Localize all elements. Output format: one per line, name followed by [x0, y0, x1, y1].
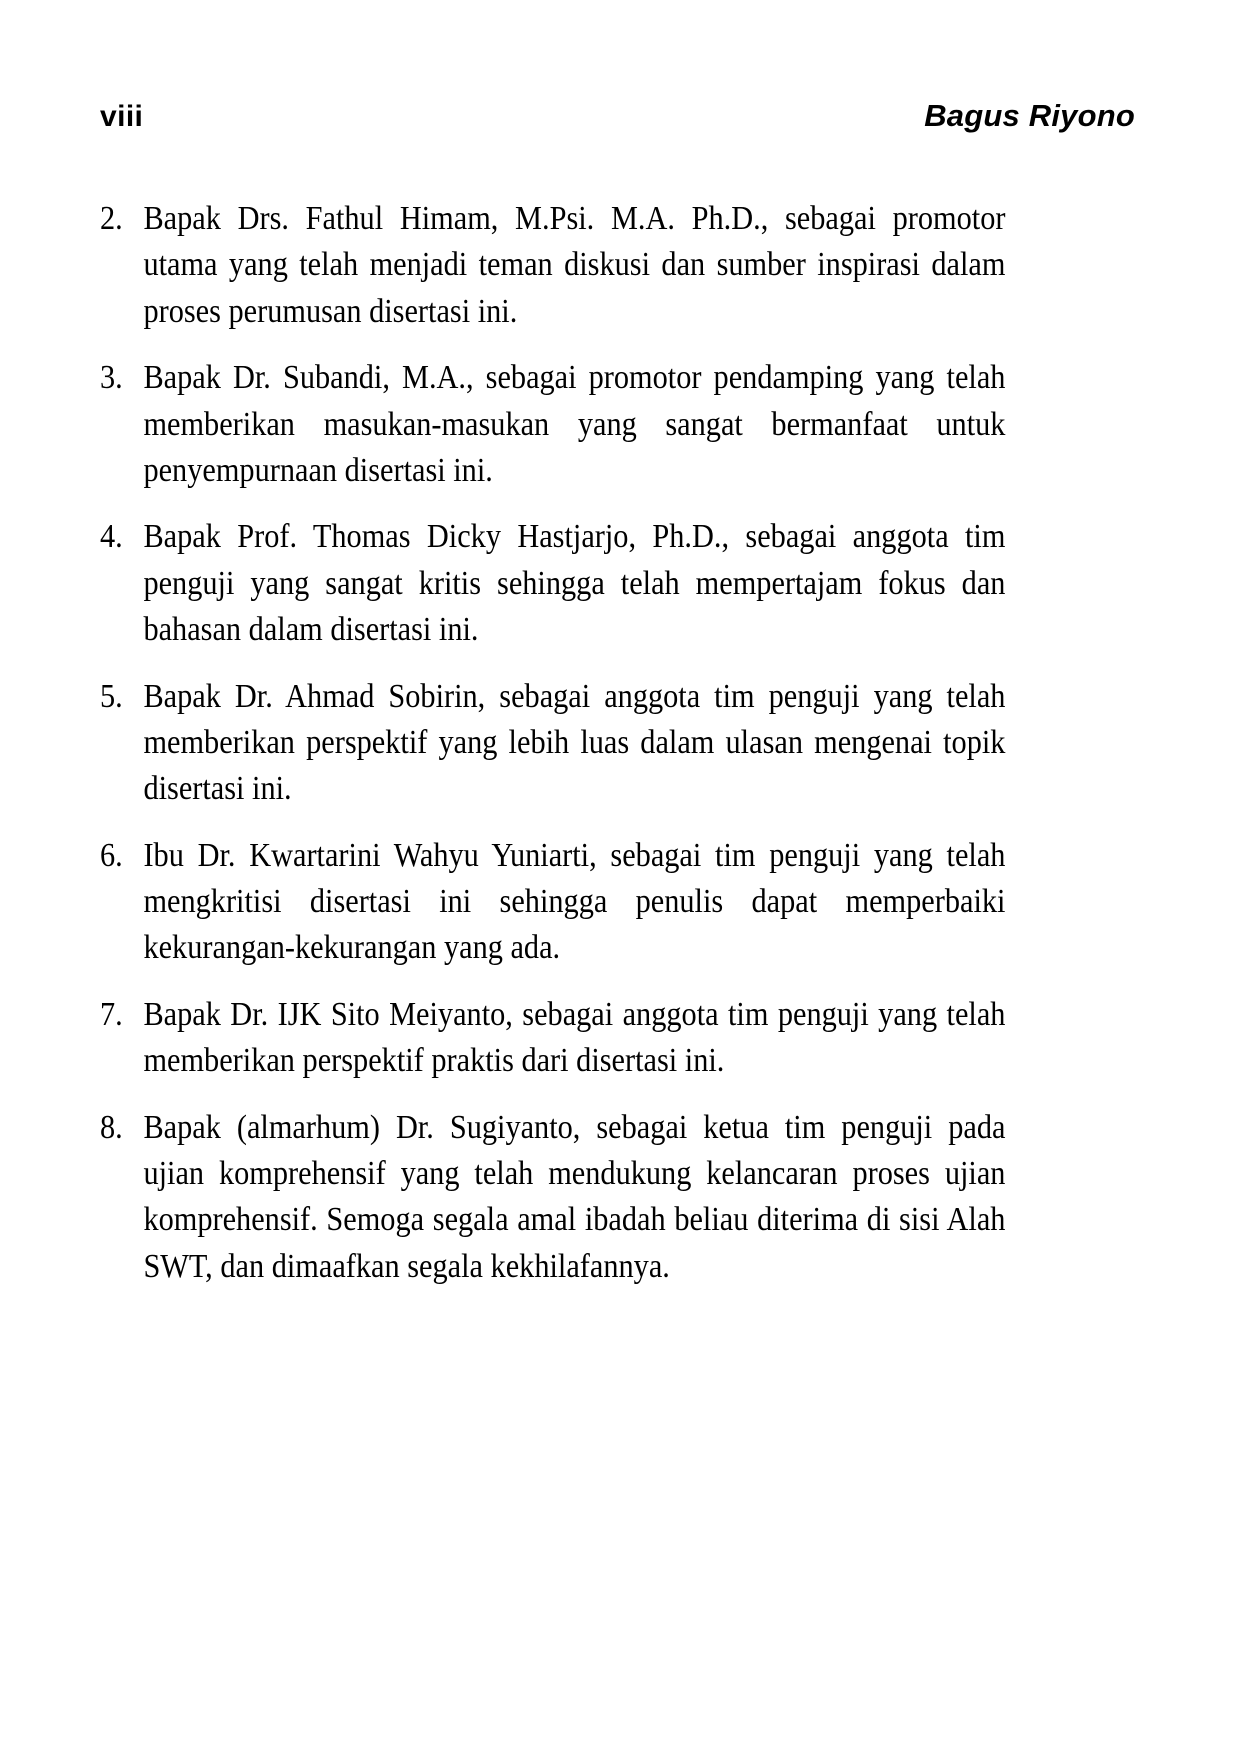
acknowledgement-list	[100, 196, 1006, 1290]
list-item-text: Bapak Drs. Fathul Himam, M.Psi. M.A. Ph.D., sebagai promotor utama yang telah menjadi teman diskusi dan sumber inspirasi dalam proses perumusan disertasi ini.	[143, 200, 1006, 330]
list-item	[100, 674, 1005, 813]
list-item-marker: 8.	[100, 1108, 123, 1146]
list-item	[100, 833, 1005, 972]
list-item	[100, 992, 1005, 1085]
list-item-text: Bapak Dr. Subandi, M.A., sebagai promotor pendamping yang telah memberikan masukan-masukan yang sangat bermanfaat untuk penyempurnaan disertasi ini.	[143, 359, 1006, 489]
list-item	[100, 514, 1005, 653]
list-item	[100, 355, 1005, 494]
running-head-author: Bagus Riyono	[924, 98, 1135, 133]
list-item	[100, 1105, 1005, 1291]
list-item-text: Bapak Prof. Thomas Dicky Hastjarjo, Ph.D., sebagai anggota tim penguji yang sangat kritis sehingga telah mempertajam fokus dan bahasan dalam disertasi ini.	[143, 518, 1006, 649]
list-item-text: Bapak (almarhum) Dr. Sugiyanto, sebagai ketua tim penguji pada ujian komprehensif yang telah mendukung kelancaran proses ujian komprehensif. Semoga segala amal ibadah beliau diterima di sisi Alah SWT, dan dimaafkan segala kekhilafannya.	[143, 1108, 1006, 1285]
page-body	[100, 196, 1006, 1290]
list-item-marker: 3.	[100, 359, 123, 397]
list-item-text: Bapak Dr. Ahmad Sobirin, sebagai anggota tim penguji yang telah memberikan perspektif yang lebih luas dalam ulasan mengenai topik disertasi ini.	[143, 677, 1006, 808]
list-item-marker: 2.	[100, 200, 123, 237]
list-item-marker: 6.	[100, 836, 123, 874]
list-item-marker: 5.	[100, 677, 123, 715]
page-number: viii	[100, 100, 144, 133]
list-item-text: Ibu Dr. Kwartarini Wahyu Yuniarti, sebagai tim penguji yang telah mengkritisi disertasi ini sehingga penulis dapat memperbaiki kekurangan-kekurangan yang ada.	[143, 836, 1006, 967]
list-item-marker: 4.	[100, 518, 123, 556]
list-item-marker: 7.	[100, 995, 123, 1033]
list-item-text: Bapak Dr. IJK Sito Meiyanto, sebagai anggota tim penguji yang telah memberikan perspektif praktis dari disertasi ini.	[143, 995, 1006, 1080]
running-header	[100, 100, 1135, 144]
list-item	[100, 196, 1005, 335]
